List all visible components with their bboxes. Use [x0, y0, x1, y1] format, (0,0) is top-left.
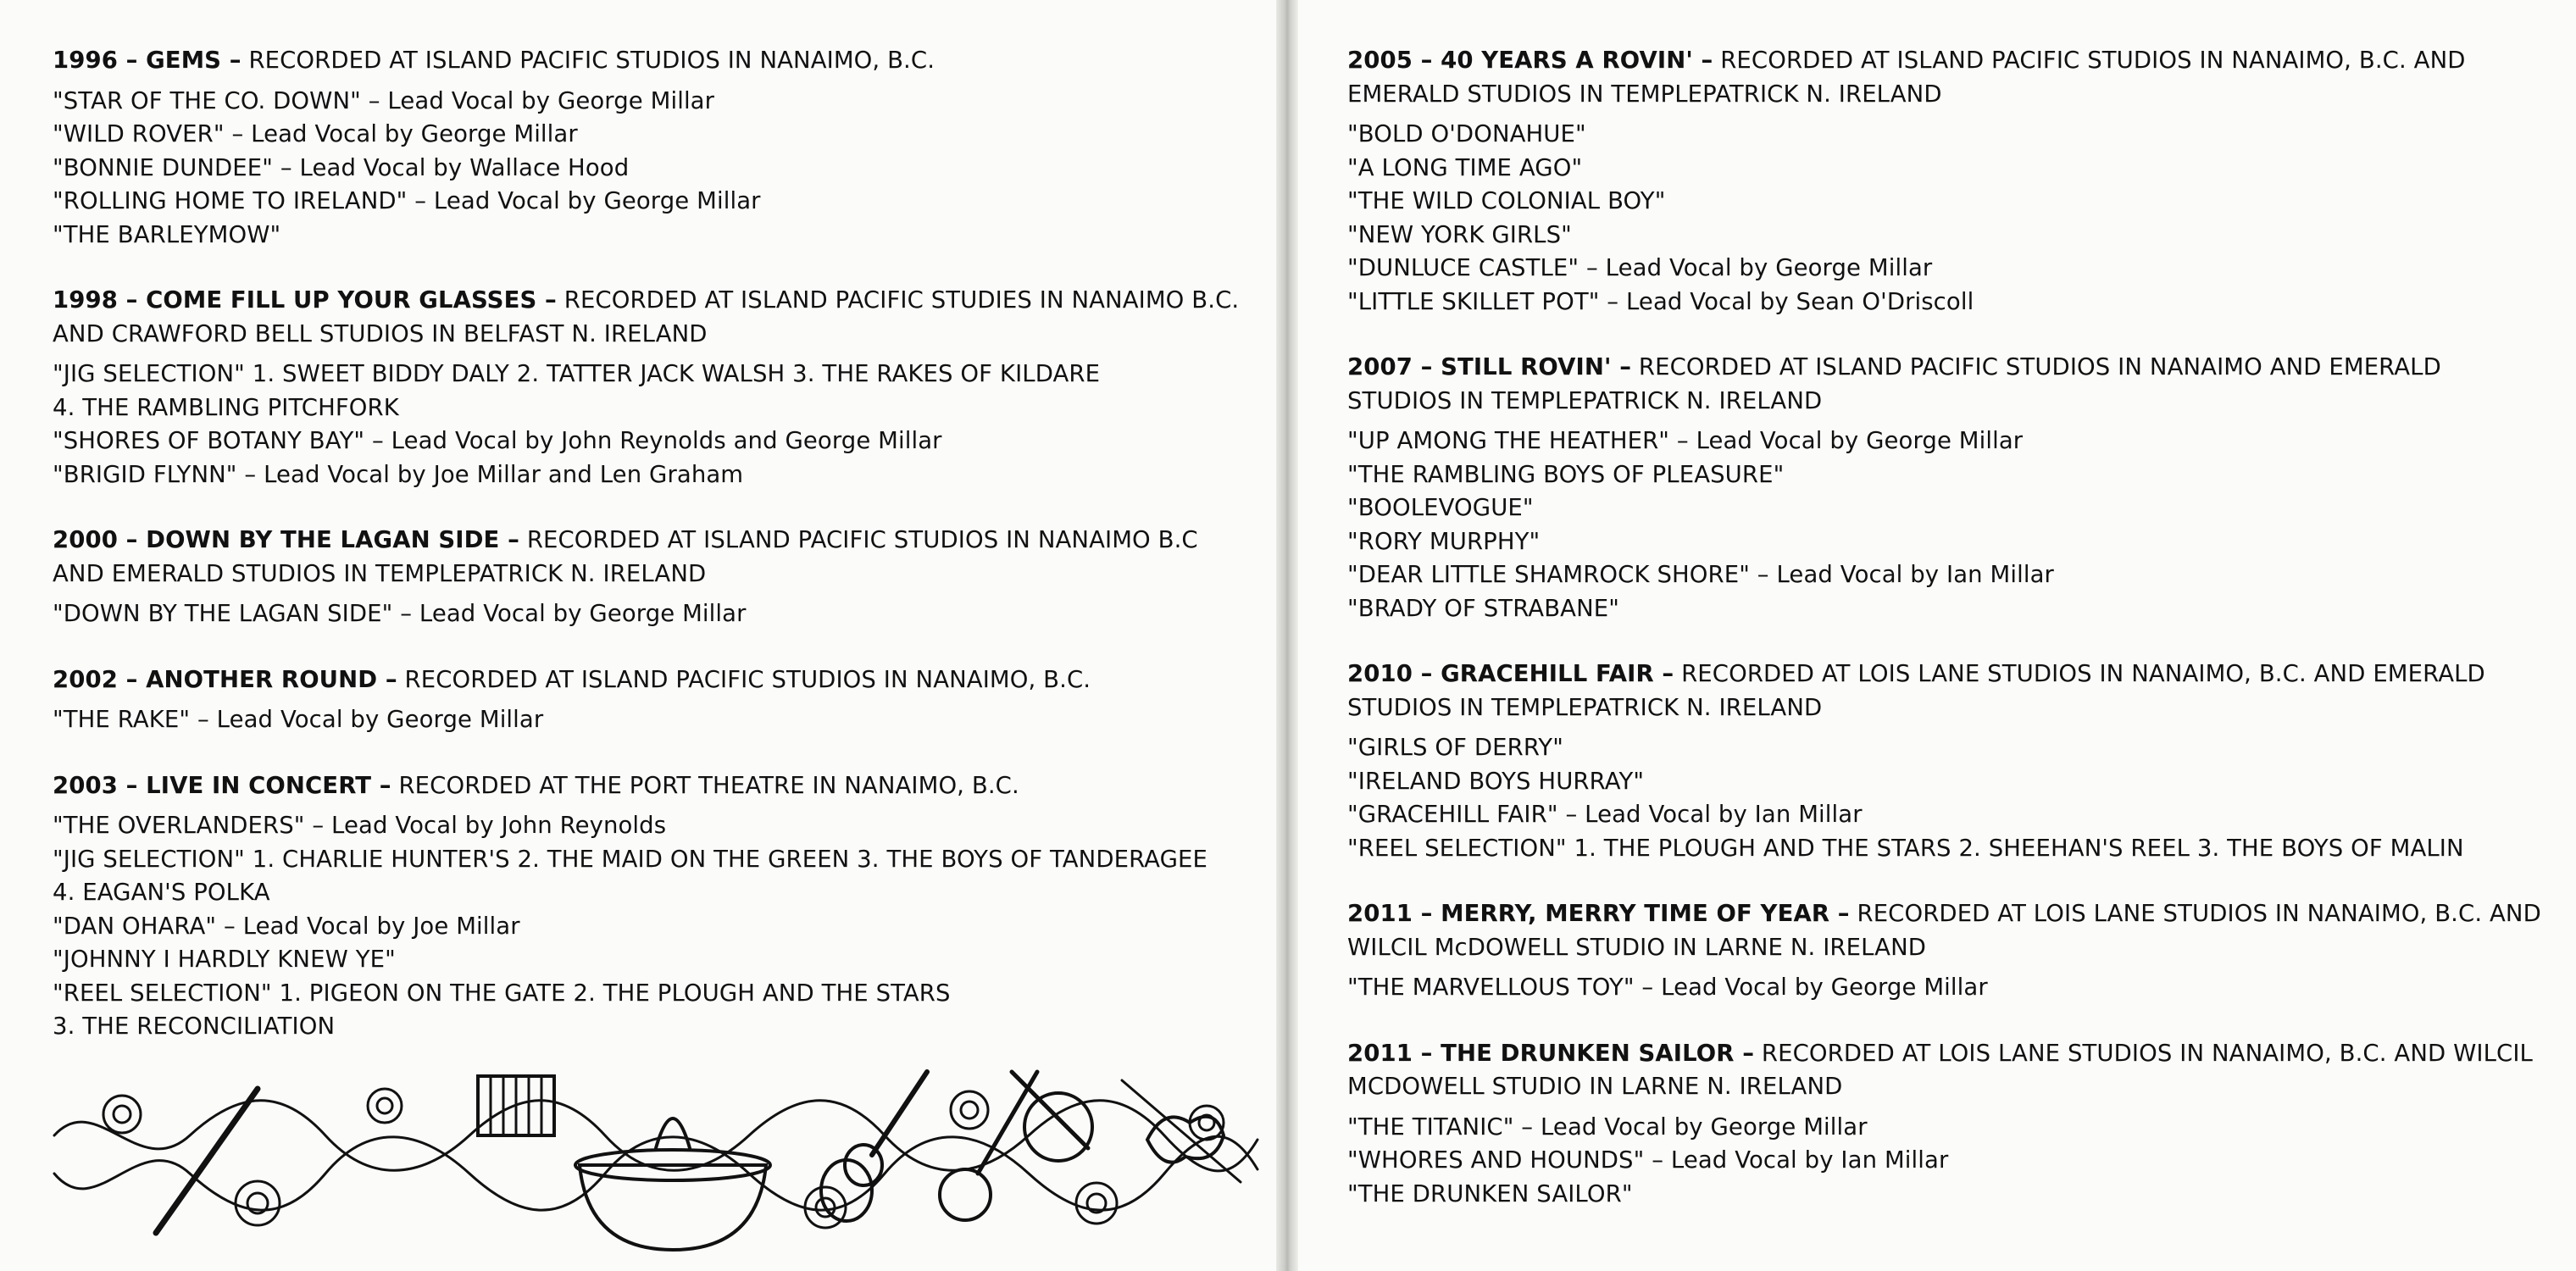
- album-heading: [1347, 44, 2551, 111]
- track-line: "THE OVERLANDERS" – Lead Vocal by John Reynolds: [53, 812, 667, 839]
- album-entry: [1347, 351, 2551, 625]
- track-line: "JIG SELECTION" 1. CHARLIE HUNTER'S 2. THE MAID ON THE GREEN 3. THE BOYS OF TANDERAGEE: [53, 845, 1208, 873]
- album-recording-info: RECORDED AT ISLAND PACIFIC STUDIOS IN NANAIMO, B.C.: [248, 47, 935, 74]
- album-recording-info: RECORDED AT ISLAND PACIFIC STUDIOS IN NANAIMO, B.C. AND EMERALD STUDIOS IN TEMPLEPATRICK N. IRELAND: [1347, 47, 2466, 108]
- track-line: "RORY MURPHY": [1347, 527, 1541, 555]
- track-line: "THE MARVELLOUS TOY" – Lead Vocal by George Millar: [1347, 974, 1988, 1001]
- album-recording-info: RECORDED AT LOIS LANE STUDIOS IN NANAIMO, B.C. AND WILCIL McDOWELL STUDIO IN LARNE N. IRELAND: [1347, 900, 2541, 961]
- album-year-title: 2011 – MERRY, MERRY TIME OF YEAR –: [1347, 900, 1850, 927]
- album-entry: [53, 663, 1256, 737]
- track-line: 4. EAGAN'S POLKA: [53, 879, 270, 906]
- track-line: "DOWN BY THE LAGAN SIDE" – Lead Vocal by George Millar: [53, 600, 747, 627]
- album-entry: [53, 44, 1256, 252]
- booklet-spine: [1276, 0, 1298, 1271]
- track-line: "SHORES OF BOTANY BAY" – Lead Vocal by John Reynolds and George Millar: [53, 427, 942, 454]
- track-line: "THE DRUNKEN SAILOR": [1347, 1179, 1633, 1207]
- album-year-title: 2003 – LIVE IN CONCERT –: [53, 771, 391, 799]
- album-recording-info: RECORDED AT ISLAND PACIFIC STUDIOS IN NANAIMO B.C AND EMERALD STUDIOS IN TEMPLEPATRICK N. IRELAND: [53, 526, 1198, 587]
- album-year-title: 2002 – ANOTHER ROUND –: [53, 665, 397, 693]
- track-line: "ROLLING HOME TO IRELAND" – Lead Vocal by George Millar: [53, 187, 761, 214]
- track-line: "JOHNNY I HARDLY KNEW YE": [53, 946, 396, 973]
- album-recording-info: RECORDED AT LOIS LANE STUDIOS IN NANAIMO, B.C. AND EMERALD STUDIOS IN TEMPLEPATRICK N. IRELAND: [1347, 660, 2485, 721]
- track-line: 3. THE RECONCILIATION: [53, 1013, 336, 1040]
- album-year-title: 2000 – DOWN BY THE LAGAN SIDE –: [53, 526, 519, 553]
- album-heading: [1347, 658, 2551, 724]
- track-line: "JIG SELECTION" 1. SWEET BIDDY DALY 2. TATTER JACK WALSH 3. THE RAKES OF KILDARE: [53, 360, 1101, 387]
- track-line: "IRELAND BOYS HURRAY": [1347, 767, 1645, 795]
- celtic-instrument-banner-icon: [46, 1055, 1266, 1258]
- album-heading: [1347, 1037, 2551, 1104]
- track-line: "GIRLS OF DERRY": [1347, 734, 1563, 761]
- track-line: "BOOLEVOGUE": [1347, 494, 1534, 521]
- track-line: "WHORES AND HOUNDS" – Lead Vocal by Ian Millar: [1347, 1146, 1949, 1174]
- track-line: "REEL SELECTION" 1. THE PLOUGH AND THE STARS 2. SHEEHAN'S REEL 3. THE BOYS OF MALIN: [1347, 834, 2464, 862]
- track-line: "BRIGID FLYNN" – Lead Vocal by Joe Millar and Len Graham: [53, 460, 744, 488]
- album-year-title: 1998 – COME FILL UP YOUR GLASSES –: [53, 286, 557, 314]
- track-line: "LITTLE SKILLET POT" – Lead Vocal by Sean O'Driscoll: [1347, 287, 1974, 315]
- album-recording-info: RECORDED AT THE PORT THEATRE IN NANAIMO, B.C.: [398, 771, 1019, 799]
- album-heading: [1347, 351, 2551, 418]
- track-line: "BONNIE DUNDEE" – Lead Vocal by Wallace Hood: [53, 153, 630, 181]
- album-year-title: 2005 – 40 YEARS A ROVIN' –: [1347, 47, 1713, 74]
- album-year-title: 1996 – GEMS –: [53, 47, 242, 74]
- track-line: 4. THE RAMBLING PITCHFORK: [53, 393, 399, 421]
- track-line: "DAN OHARA" – Lead Vocal by Joe Millar: [53, 912, 520, 940]
- track-line: "A LONG TIME AGO": [1347, 153, 1583, 181]
- track-line: "THE TITANIC" – Lead Vocal by George Millar: [1347, 1113, 1868, 1141]
- album-recording-info: RECORDED AT ISLAND PACIFIC STUDIOS IN NANAIMO, B.C.: [404, 665, 1091, 693]
- track-line: "BRADY OF STRABANE": [1347, 594, 1619, 622]
- track-line: "THE BARLEYMOW": [53, 220, 281, 248]
- album-heading: [53, 769, 1256, 803]
- album-year-title: 2007 – STILL ROVIN' –: [1347, 353, 1632, 380]
- album-entry: [53, 284, 1256, 491]
- album-entry: [53, 524, 1256, 631]
- left-discography-column: [53, 44, 1256, 1076]
- album-year-title: 2011 – THE DRUNKEN SAILOR –: [1347, 1039, 1755, 1067]
- track-line: "THE WILD COLONIAL BOY": [1347, 187, 1666, 214]
- track-line: "GRACEHILL FAIR" – Lead Vocal by Ian Millar: [1347, 801, 1863, 828]
- album-year-title: 2010 – GRACEHILL FAIR –: [1347, 660, 1674, 687]
- album-entry: [1347, 897, 2551, 1005]
- album-heading: [53, 44, 1256, 78]
- track-line: "NEW YORK GIRLS": [1347, 220, 1572, 248]
- album-entry: [53, 769, 1256, 1044]
- track-line: "DUNLUCE CASTLE" – Lead Vocal by George Millar: [1347, 254, 1933, 281]
- album-entry: [1347, 658, 2551, 865]
- track-line: "STAR OF THE CO. DOWN" – Lead Vocal by George Millar: [53, 86, 715, 114]
- right-discography-column: [1347, 44, 2551, 1243]
- album-heading: [53, 663, 1256, 697]
- track-line: "REEL SELECTION" 1. PIGEON ON THE GATE 2. THE PLOUGH AND THE STARS: [53, 979, 951, 1007]
- album-recording-info: RECORDED AT ISLAND PACIFIC STUDIES IN NANAIMO B.C. AND CRAWFORD BELL STUDIOS IN BELFAST N. IRELAND: [53, 286, 1240, 347]
- album-recording-info: RECORDED AT ISLAND PACIFIC STUDIOS IN NANAIMO AND EMERALD STUDIOS IN TEMPLEPATRICK N. IRELAND: [1347, 353, 2441, 414]
- album-heading: [53, 284, 1256, 351]
- album-heading: [1347, 897, 2551, 964]
- track-line: "DEAR LITTLE SHAMROCK SHORE" – Lead Vocal by Ian Millar: [1347, 561, 2054, 588]
- album-entry: [1347, 1037, 2551, 1212]
- track-line: "UP AMONG THE HEATHER" – Lead Vocal by George Millar: [1347, 427, 2024, 454]
- album-recording-info: RECORDED AT LOIS LANE STUDIOS IN NANAIMO, B.C. AND WILCIL MCDOWELL STUDIO IN LARNE N. IRELAND: [1347, 1039, 2533, 1100]
- track-line: "THE RAKE" – Lead Vocal by George Millar: [53, 706, 544, 733]
- album-heading: [53, 524, 1256, 591]
- track-line: "BOLD O'DONAHUE": [1347, 120, 1586, 147]
- track-line: "WILD ROVER" – Lead Vocal by George Millar: [53, 120, 578, 147]
- track-line: "THE RAMBLING BOYS OF PLEASURE": [1347, 460, 1785, 488]
- album-entry: [1347, 44, 2551, 319]
